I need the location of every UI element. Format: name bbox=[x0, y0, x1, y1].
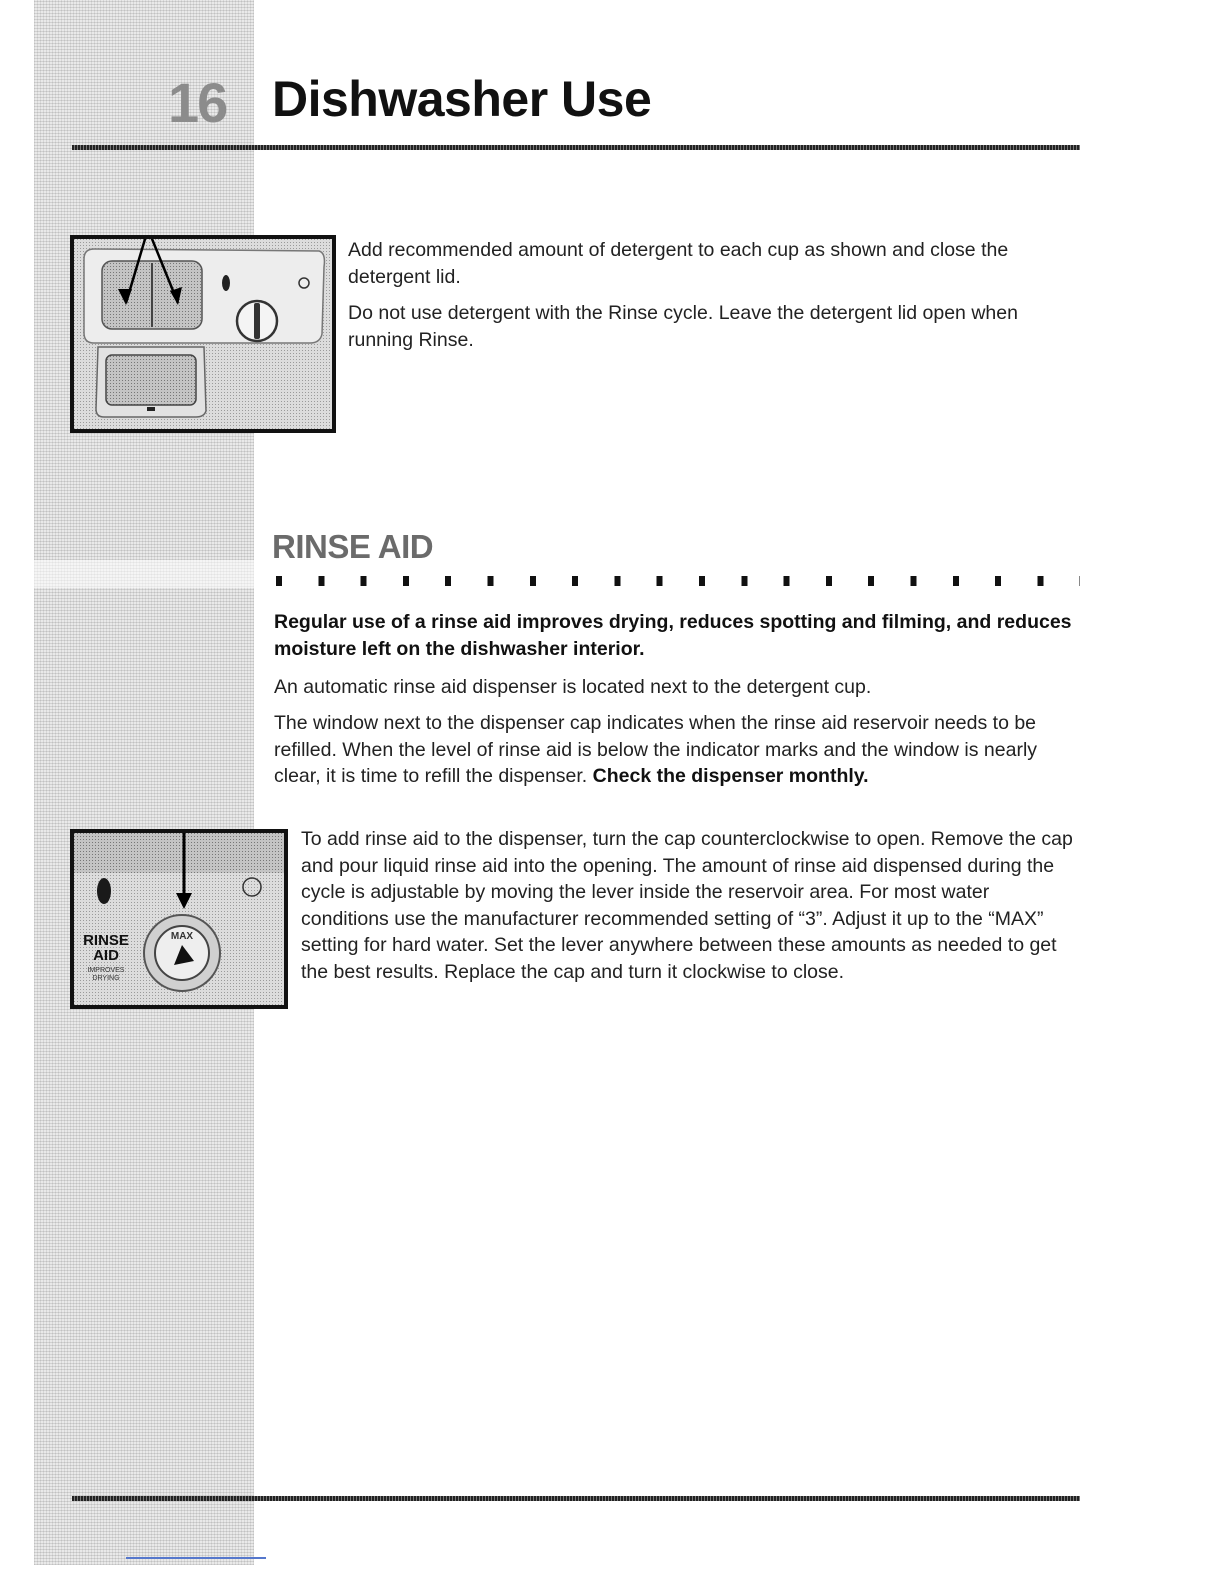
rinse-aid-window-icon bbox=[222, 275, 230, 291]
rinse-label: RINSE bbox=[83, 932, 129, 949]
rinse-cycle-note: Do not use detergent with the Rinse cycle. Leave the detergent lid open when running Rinse. bbox=[348, 302, 1018, 351]
footer-underline bbox=[126, 1557, 266, 1559]
detergent-instructions: Add recommended amount of detergent to each cup as shown and close the detergent lid. bbox=[348, 239, 1009, 288]
rinse-aid-window-icon bbox=[97, 878, 111, 904]
improves-label: IMPROVES bbox=[87, 967, 125, 974]
rinse-aid-location: An automatic rinse aid dispenser is located next to the detergent cup. bbox=[274, 676, 872, 698]
detergent-dispenser-figure bbox=[70, 235, 336, 433]
decorative-stripe-fade bbox=[34, 560, 254, 588]
dotted-divider bbox=[276, 576, 1080, 586]
rinse-aid-window-text: The window next to the dispenser cap indicates when the rinse aid reservoir needs to be refilled. When the level of rinse aid is below the indicator marks and the window is nearly clear, it is time to refill the dispenser. bbox=[274, 712, 1038, 787]
aid-label: AID bbox=[93, 947, 119, 964]
dial-max-label: MAX bbox=[170, 931, 194, 942]
detergent-dispenser-illustration bbox=[74, 239, 332, 429]
rinse-aid-lead: Regular use of a rinse aid improves drying, reduces spotting and filming, and reduces moisture left on the dishwasher interior. bbox=[274, 611, 1072, 660]
drying-label: DRYING bbox=[92, 975, 120, 982]
rinse-aid-window-info bbox=[274, 710, 1074, 790]
page-title: Dishwasher Use bbox=[272, 71, 652, 127]
top-divider bbox=[72, 145, 1080, 150]
page-number: 16 bbox=[168, 71, 227, 134]
section-heading-rinse-aid: RINSE AID bbox=[272, 528, 434, 565]
rinse-aid-refill-instructions: To add rinse aid to the dispenser, turn the cap counterclockwise to open. Remove the cap and pour liquid rinse aid into the opening. The amount of rinse aid dispensed during the cycle is adjustable by moving the lever inside the reservoir area. For most water conditions use the manufacturer recommended setting of “3”. Adjust it up to the “MAX” setting for hard water. Set the lever anywhere between these amounts as needed to get the best results. Replace the cap and turn it clockwise to close. bbox=[301, 828, 1073, 983]
rinse-aid-dispenser-illustration bbox=[74, 833, 284, 1005]
rinse-aid-dispenser-figure bbox=[70, 829, 288, 1009]
bottom-divider bbox=[72, 1496, 1080, 1501]
check-monthly-note: Check the dispenser monthly. bbox=[592, 765, 869, 787]
